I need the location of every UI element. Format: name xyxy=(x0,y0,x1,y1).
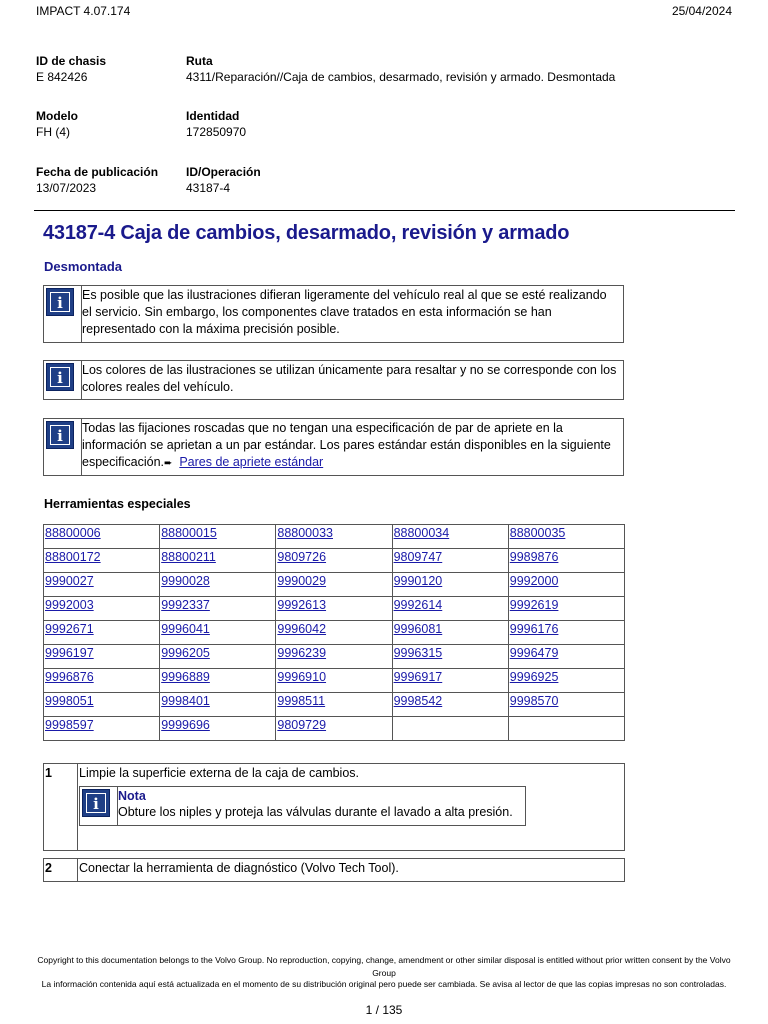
tool-link[interactable]: 9998542 xyxy=(393,694,443,708)
step-text: Conectar la herramienta de diagnóstico (Volvo Tech Tool). xyxy=(78,859,625,882)
table-cell xyxy=(276,525,392,549)
tool-link[interactable]: 9996479 xyxy=(509,646,559,660)
arrow-icon: ➨ xyxy=(164,458,173,469)
table-cell xyxy=(44,693,160,717)
tool-link[interactable]: 9996197 xyxy=(45,646,94,660)
tool-link[interactable]: 9996910 xyxy=(277,670,327,684)
operation-label: ID/Operación xyxy=(186,165,261,179)
table-cell xyxy=(508,717,624,741)
tool-link[interactable]: 9999696 xyxy=(161,718,210,732)
tool-link[interactable]: 88800034 xyxy=(393,526,450,540)
table-cell xyxy=(276,597,392,621)
tool-link[interactable]: 9996176 xyxy=(509,622,559,636)
info-text-2: Los colores de las ilustraciones se utilizan únicamente para resaltar y no se corresponde con los colores reales del vehículo. xyxy=(82,363,617,394)
tool-link[interactable]: 9809729 xyxy=(277,718,327,732)
table-row xyxy=(44,549,625,573)
tool-link[interactable]: 9992619 xyxy=(509,598,559,612)
tool-link[interactable]: 88800015 xyxy=(161,526,217,540)
table-cell xyxy=(44,573,160,597)
info-icon-cell xyxy=(80,787,118,825)
table-row xyxy=(44,645,625,669)
standard-torque-link[interactable]: Pares de apriete estándar xyxy=(179,455,324,469)
table-cell xyxy=(44,525,160,549)
tool-link[interactable]: 9992671 xyxy=(45,622,94,636)
table-cell xyxy=(508,525,624,549)
table-cell xyxy=(508,573,624,597)
step-2 xyxy=(43,858,625,882)
table-cell xyxy=(276,669,392,693)
table-cell xyxy=(392,645,508,669)
table-cell xyxy=(160,549,276,573)
page-number: 1 / 135 xyxy=(365,1003,403,1017)
tool-link[interactable]: 9996205 xyxy=(161,646,210,660)
tool-link[interactable]: 88800006 xyxy=(45,526,101,540)
table-cell xyxy=(392,717,508,741)
tool-link[interactable]: 9996876 xyxy=(45,670,94,684)
table-cell xyxy=(392,525,508,549)
table-cell xyxy=(44,645,160,669)
info-icon-cell xyxy=(44,286,82,342)
table-row xyxy=(44,717,625,741)
table-row xyxy=(44,525,625,549)
tool-link[interactable]: 9992000 xyxy=(509,574,559,588)
tool-link[interactable]: 9998051 xyxy=(45,694,94,708)
table-cell xyxy=(160,645,276,669)
footer-disclaimer: La información contenida aquí está actualizada en el momento de su distribución original pero puede ser cambiada. Se avisa al lector de que las copias impresas no son controladas. xyxy=(41,979,727,989)
page-title: 43187-4 Caja de cambios, desarmado, revisión y armado xyxy=(43,222,570,244)
table-cell xyxy=(160,525,276,549)
note-text: Obture los niples y proteja las válvulas durante el lavado a alta presión. xyxy=(118,805,513,819)
app-version: IMPACT 4.07.174 xyxy=(36,4,131,18)
chassis-value: E 842426 xyxy=(36,70,88,84)
table-cell xyxy=(508,645,624,669)
section-subtitle: Desmontada xyxy=(44,259,123,274)
pubdate-label: Fecha de publicación xyxy=(36,165,159,179)
info-box-1 xyxy=(43,285,624,343)
model-label: Modelo xyxy=(36,109,78,123)
table-cell xyxy=(276,573,392,597)
operation-value: 43187-4 xyxy=(186,181,231,195)
table-cell xyxy=(44,597,160,621)
tool-link[interactable]: 9998597 xyxy=(45,718,94,732)
table-cell xyxy=(508,597,624,621)
table-cell xyxy=(508,693,624,717)
tool-link[interactable]: 9996889 xyxy=(161,670,210,684)
table-cell xyxy=(392,693,508,717)
info-text-3-body: Todas las fijaciones roscadas que no tengan una especificación de par de apriete en la información se aprietan a un par estándar. Los pares estándar están disponibles en la siguiente especificación. xyxy=(82,421,611,469)
table-cell xyxy=(508,549,624,573)
tool-link[interactable]: 9992613 xyxy=(277,598,327,612)
tool-link[interactable]: 9998570 xyxy=(509,694,559,708)
tool-link[interactable]: 9996042 xyxy=(277,622,327,636)
info-icon: i xyxy=(82,789,110,817)
info-icon: i xyxy=(46,288,74,316)
table-cell xyxy=(44,621,160,645)
table-cell xyxy=(160,573,276,597)
tool-link[interactable]: 9998511 xyxy=(277,694,326,708)
table-cell xyxy=(276,717,392,741)
identity-value: 172850970 xyxy=(186,125,247,139)
table-row xyxy=(44,573,625,597)
tool-link[interactable]: 9996315 xyxy=(393,646,443,660)
note-box xyxy=(79,786,526,826)
tool-link[interactable]: 88800172 xyxy=(45,550,101,564)
table-cell xyxy=(276,693,392,717)
info-icon-cell xyxy=(44,419,82,475)
identity-label: Identidad xyxy=(186,109,240,123)
model-value: FH (4) xyxy=(36,125,70,139)
divider xyxy=(34,210,735,211)
tool-link[interactable]: 9990120 xyxy=(393,574,443,588)
table-row xyxy=(44,597,625,621)
info-text-3 xyxy=(82,420,617,472)
table-cell xyxy=(44,549,160,573)
table-cell xyxy=(44,717,160,741)
footer-copyright: Copyright to this documentation belongs to the Volvo Group. No reproduction, copying, change, amendment or other similar disposal is entitled without prior written consent by the Volvo Group xyxy=(37,955,731,978)
tool-link[interactable]: 9996239 xyxy=(277,646,327,660)
table-cell xyxy=(392,597,508,621)
step-1 xyxy=(43,763,625,851)
tool-link[interactable]: 9998401 xyxy=(161,694,210,708)
tool-link[interactable]: 9996041 xyxy=(161,622,210,636)
table-row xyxy=(44,621,625,645)
tool-link[interactable]: 9996917 xyxy=(393,670,443,684)
info-box-3 xyxy=(43,418,624,476)
tool-link[interactable]: 9809726 xyxy=(277,550,327,564)
info-text-1: Es posible que las ilustraciones difieran ligeramente del vehículo real al que se esté realizando el servicio. Sin embargo, los componentes clave tratados en esta información se han representado con la máxima precisión posible. xyxy=(82,288,607,336)
tool-link[interactable]: 9990029 xyxy=(277,574,327,588)
tool-link[interactable]: 9992614 xyxy=(393,598,443,612)
info-icon-cell xyxy=(44,361,82,399)
info-box-2 xyxy=(43,360,624,400)
tool-link[interactable]: 9992003 xyxy=(45,598,94,612)
tool-link[interactable]: 88800035 xyxy=(509,526,566,540)
info-icon: i xyxy=(46,363,74,391)
table-cell xyxy=(160,597,276,621)
table-cell xyxy=(392,669,508,693)
tool-link[interactable]: 9990028 xyxy=(161,574,210,588)
table-cell xyxy=(44,669,160,693)
route-label: Ruta xyxy=(186,54,213,68)
chassis-label: ID de chasis xyxy=(36,54,107,68)
tool-link[interactable]: 88800033 xyxy=(277,526,333,540)
note-title: Nota xyxy=(118,789,146,803)
table-cell xyxy=(160,693,276,717)
table-cell xyxy=(160,621,276,645)
info-icon: i xyxy=(46,421,74,449)
table-row xyxy=(44,693,625,717)
tool-link[interactable]: 9990027 xyxy=(45,574,94,588)
table-cell xyxy=(276,549,392,573)
tool-link[interactable]: 9996081 xyxy=(393,622,443,636)
print-date: 25/04/2024 xyxy=(671,4,732,18)
table-cell xyxy=(160,669,276,693)
table-cell xyxy=(392,621,508,645)
tool-link[interactable]: 9989876 xyxy=(509,550,559,564)
step-body xyxy=(78,764,625,851)
table-cell xyxy=(508,669,624,693)
tools-table xyxy=(43,524,625,741)
pubdate-value: 13/07/2023 xyxy=(36,181,97,195)
step-number: 1 xyxy=(44,764,78,851)
step-number: 2 xyxy=(44,859,78,882)
tools-title: Herramientas especiales xyxy=(44,497,191,511)
route-value: 4311/Reparación//Caja de cambios, desarmado, revisión y armado. Desmontada xyxy=(186,70,616,84)
tool-link[interactable]: 9992337 xyxy=(161,598,210,612)
step-text: Limpie la superficie externa de la caja de cambios. xyxy=(79,766,360,780)
table-cell xyxy=(276,645,392,669)
tool-link[interactable]: 9996925 xyxy=(509,670,559,684)
table-cell xyxy=(508,621,624,645)
tool-link[interactable]: 9809747 xyxy=(393,550,443,564)
table-cell xyxy=(160,717,276,741)
table-cell xyxy=(276,621,392,645)
tool-link[interactable]: 88800211 xyxy=(161,550,216,564)
table-cell xyxy=(392,549,508,573)
table-row xyxy=(44,669,625,693)
table-cell xyxy=(392,573,508,597)
